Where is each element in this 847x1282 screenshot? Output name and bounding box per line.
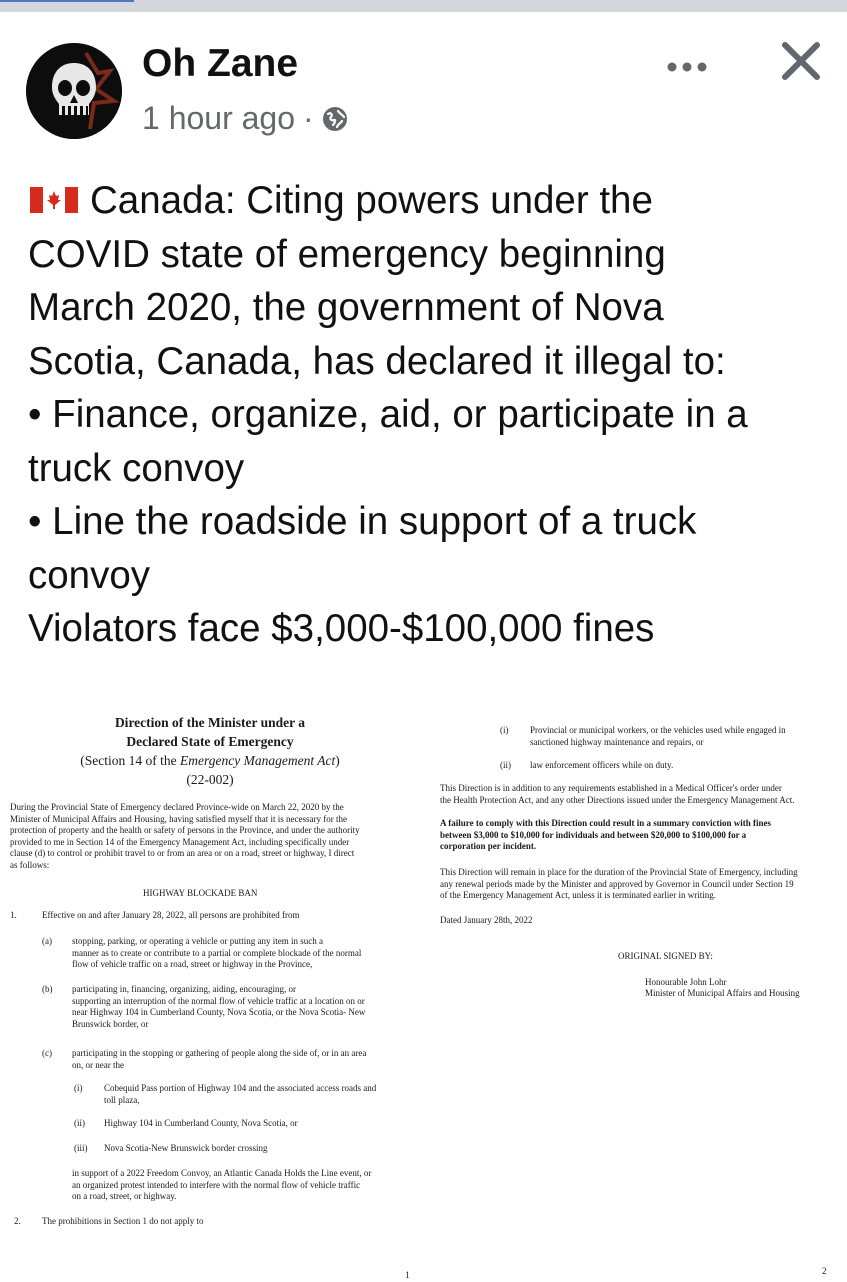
- doc-c-i-line: toll plaza,: [104, 1094, 140, 1105]
- doc-r-ii-label: (ii): [500, 760, 511, 770]
- more-options-button[interactable]: [666, 43, 708, 82]
- doc-c-text: [72, 1048, 366, 1071]
- doc-r-i-line: Provincial or municipal workers, or the vehicles used while engaged in: [530, 725, 786, 735]
- doc-c-iii-text: Nova Scotia-New Brunswick border crossing: [104, 1143, 268, 1153]
- doc-a-label: (a): [42, 936, 52, 946]
- doc-title-3-suffix: ): [335, 753, 340, 768]
- doc-addition-line: This Direction is in addition to any requirements established in a Medical Officer's order under: [440, 783, 782, 793]
- doc-title-2: Declared State of Emergency: [126, 734, 294, 749]
- doc-title-3: [40, 753, 380, 769]
- doc-intro-line: During the Provincial State of Emergency declared Province-wide on March 22, 2020 by the: [10, 802, 344, 812]
- doc-title-1: Direction of the Minister under a: [114, 715, 306, 730]
- close-icon: [778, 38, 824, 84]
- doc-c-label: (c): [42, 1048, 52, 1058]
- doc-c-support-line: in support of a 2022 Freedom Convoy, an Atlantic Canada Holds the Line event, or: [72, 1168, 372, 1178]
- post-text-line-2: COVID state of emergency beginning: [28, 232, 666, 276]
- post-text-line: [28, 174, 828, 228]
- post-text-line-9: Violators face $3,000-$100,000 fines: [28, 607, 655, 650]
- doc-signed: ORIGINAL SIGNED BY:: [618, 951, 713, 961]
- avatar[interactable]: [26, 43, 122, 139]
- doc-duration-line: This Direction will remain in place for the duration of the Provincial State of Emergency, including: [440, 867, 798, 877]
- author-name[interactable]: Oh Zane: [142, 42, 299, 85]
- doc-page-number-right: 2: [822, 1266, 827, 1276]
- doc-c-line: on, or near the: [72, 1059, 124, 1070]
- post-text-line-1: Canada: Citing powers under the: [90, 179, 653, 222]
- doc-s1-num: 1.: [10, 910, 17, 920]
- doc-c-support-line: on a road, street, or highway.: [72, 1191, 177, 1201]
- doc-penalty: [440, 818, 771, 853]
- post-text-line-8: convoy: [28, 553, 150, 597]
- meta-separator: ·: [303, 100, 314, 136]
- doc-intro-line: provided to me in Section 14 of the Emergency Management Act, including specifically under: [10, 836, 350, 847]
- post-text-line-7: • Line the roadside in support of a truck: [28, 500, 697, 543]
- doc-c-support-line: an organized protest intended to interfere with the normal flow of vehicle traffic: [72, 1179, 361, 1190]
- doc-title-3-act: Emergency Management Act: [180, 753, 336, 768]
- doc-r-ii-text: law enforcement officers while on duty.: [530, 760, 674, 770]
- post-text-line-4: Scotia, Canada, has declared it illegal to:: [28, 339, 726, 383]
- doc-page-number-left: 1: [405, 1270, 410, 1280]
- top-bar-accent: [0, 0, 134, 2]
- doc-c-ii-label: (ii): [74, 1118, 85, 1128]
- doc-duration-line: of the Emergency Management Act, unless it is terminated earlier in writing.: [440, 890, 717, 900]
- doc-c-line: participating in the stopping or gathering of people along the side of, or in an area: [72, 1048, 367, 1058]
- doc-penalty-line: A failure to comply with this Direction could result in a summary conviction with fines: [440, 818, 772, 828]
- doc-intro-line: as follows:: [10, 859, 50, 870]
- doc-title-4: (22-002): [186, 772, 234, 787]
- post-text: [28, 174, 828, 656]
- doc-intro-line: Minister of Municipal Affairs and Housing, having satisfied myself that it is necessary for the: [10, 813, 348, 824]
- doc-b-line: participating in, financing, organizing, aiding, encouraging, or: [72, 984, 297, 994]
- attached-document-image[interactable]: [0, 700, 847, 1280]
- doc-signer-name: Honourable John Lohr: [645, 977, 727, 987]
- doc-a-text: [72, 936, 361, 971]
- close-button[interactable]: [778, 38, 824, 84]
- post-text-line-6: truck convoy: [28, 446, 245, 490]
- top-bar: [0, 0, 847, 12]
- doc-c-i-line: Cobequid Pass portion of Highway 104 and the associated access roads and: [104, 1083, 377, 1093]
- doc-s2-num: 2.: [14, 1216, 21, 1226]
- doc-c-support: [72, 1168, 371, 1203]
- doc-c-iii-label: (iii): [74, 1143, 88, 1153]
- doc-b-text: [72, 984, 365, 1030]
- doc-penalty-line: between $3,000 to $10,000 for individuals and between $20,000 to $100,000 for a: [440, 829, 747, 840]
- doc-heading: HIGHWAY BLOCKADE BAN: [143, 888, 258, 898]
- punisher-skull-icon: [26, 43, 122, 139]
- more-horizontal-icon: [666, 61, 708, 73]
- doc-addition-line: the Health Protection Act, and any other Directions issued under the Emergency Management Act.: [440, 794, 795, 805]
- doc-a-line: manner as to create or contribute to a partial or complete blockade of the normal: [72, 947, 362, 958]
- doc-title-3-prefix: (Section 14 of the: [80, 753, 181, 768]
- doc-penalty-line: corporation per incident.: [440, 841, 537, 851]
- doc-duration-line: any renewal periods made by the Minister and approved by Governor in Council under Section 19: [440, 878, 794, 889]
- doc-addition: [440, 783, 794, 806]
- post-time[interactable]: 1 hour ago: [142, 100, 296, 136]
- doc-b-label: (b): [42, 984, 53, 994]
- doc-b-line: supporting an interruption of the normal flow of vehicle traffic at a location on or: [72, 995, 365, 1006]
- post-meta: [142, 100, 348, 137]
- doc-s2-text: The prohibitions in Section 1 do not apply to: [42, 1216, 204, 1226]
- doc-dated: Dated January 28th, 2022: [440, 915, 533, 925]
- doc-a-line: flow of vehicle traffic on a road, street or highway in the Province,: [72, 959, 313, 969]
- doc-duration: [440, 867, 798, 902]
- doc-s1-text: Effective on and after January 28, 2022, all persons are prohibited from: [42, 910, 300, 920]
- doc-b-line: near Highway 104 in Cumberland County, Nova Scotia, or the Nova Scotia- New: [72, 1007, 366, 1017]
- post-text-line-3: March 2020, the government of Nova: [28, 286, 664, 329]
- doc-r-i-text: [530, 725, 786, 748]
- doc-r-i-label: (i): [500, 725, 509, 735]
- doc-c-i-label: (i): [74, 1083, 83, 1093]
- doc-signer-title: Minister of Municipal Affairs and Housing: [645, 988, 800, 998]
- globe-icon[interactable]: [322, 106, 348, 132]
- doc-c-ii-text: Highway 104 in Cumberland County, Nova Scotia, or: [104, 1118, 298, 1128]
- doc-intro-line: protection of property and the health or safety of persons in the Province, and under the authority: [10, 825, 360, 835]
- canada-flag-icon: [28, 187, 80, 213]
- doc-intro: [10, 802, 410, 871]
- doc-r-i-line: sanctioned highway maintenance and repairs, or: [530, 736, 704, 747]
- doc-a-line: stopping, parking, or operating a vehicle or putting any item in such a: [72, 936, 323, 946]
- doc-c-i-text: [104, 1083, 376, 1106]
- doc-b-line: Brunswick border, or: [72, 1018, 149, 1029]
- doc-intro-line: clause (d) to control or prohibit travel to or from an area or on a road, street or highway, I direct: [10, 848, 355, 858]
- post-text-line-5: • Finance, organize, aid, or participate in a: [28, 393, 748, 436]
